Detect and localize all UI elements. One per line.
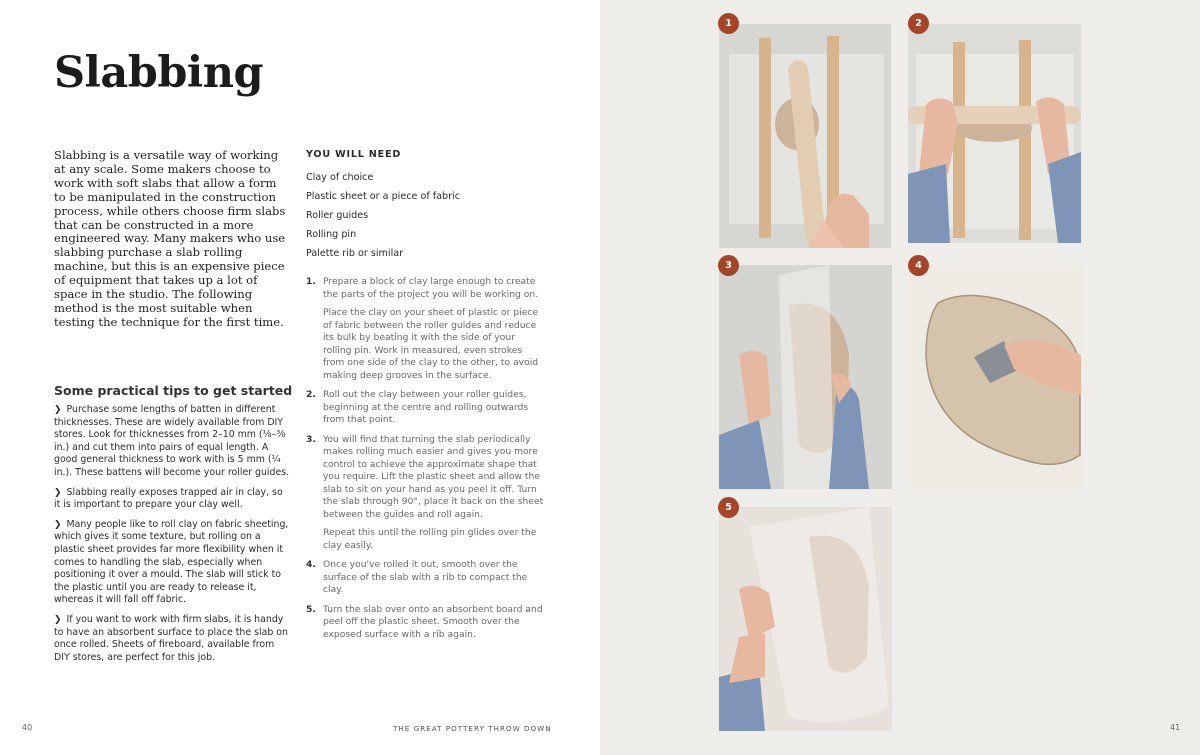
step-item — [306, 434, 544, 553]
material-item: Roller guides — [306, 210, 369, 221]
step-body — [323, 559, 544, 597]
photo-rolling-pin-between-guides-icon — [719, 24, 891, 248]
materials-list — [306, 168, 536, 263]
photo-hands-rolling-clay-icon — [908, 24, 1081, 243]
step-text: Repeat this until the rolling pin glides over the clay easily. — [323, 527, 537, 551]
step-body — [323, 276, 544, 382]
tip-item — [54, 519, 290, 607]
chevron-right-icon: ❯ — [54, 405, 62, 415]
step-number: 5. — [306, 603, 316, 615]
intro-paragraph: Slabbing is a versatile way of working at any scale. Some makers choose to work with soft slabs that allow a form to be manipulated in the construction process, while others choose firm slabs that can be constructed in a more engineered way. Many makers who use slabbing purchase a slab rolling machine, but this is an expensive piece of equipment that takes up a lot of space in the studio. The following method is the most suitable when testing the technique for the first time. — [54, 148, 286, 329]
step-number: 4. — [306, 559, 316, 570]
page-number-left: 40 — [22, 723, 33, 732]
page-number-right: 41 — [1170, 723, 1181, 732]
step-body — [323, 604, 544, 642]
step-number: 2. — [306, 389, 316, 400]
tip-text: Purchase some lengths of batten in different thicknesses. These are widely available from DIY stores. Look for thicknesses from 2–10 mm (⅛–⅜ in.) and cut them into pairs of equal length. A good general thickness to work with is 5 mm (¼ in.). These battens will become your roller guides. — [54, 404, 290, 478]
method-steps — [306, 276, 544, 648]
page-title: Slabbing — [54, 48, 264, 98]
material-item: Palette rib or similar — [306, 248, 404, 259]
right-page — [600, 0, 1200, 755]
tip-text: Many people like to roll clay on fabric sheeting, which gives it some texture, but rolling on a plastic sheet provides far more flexibility when it comes to handling the slab, especially when positioning it over a mould. The slab will stick to the plastic until you are ready to release it, whereas it will fall off fabric. — [54, 518, 289, 606]
you-will-need-heading: YOU WILL NEED — [306, 149, 402, 160]
tip-item — [54, 404, 290, 480]
running-head: THE GREAT POTTERY THROW DOWN — [393, 724, 552, 733]
step-body — [323, 434, 544, 553]
photo-peeling-plastic-sheet-icon — [719, 265, 892, 489]
tips-heading: Some practical tips to get started — [54, 383, 293, 398]
tip-item — [54, 614, 290, 664]
material-item: Plastic sheet or a piece of fabric — [306, 191, 460, 202]
step-item — [306, 604, 544, 642]
photo-step-5 — [719, 507, 892, 731]
step-item — [306, 276, 544, 382]
step-badge-1: 1 — [718, 13, 739, 34]
step-number: 3. — [306, 433, 316, 445]
step-badge-2: 2 — [908, 13, 929, 34]
step-text: Place the clay on your sheet of plastic or piece of fabric between the roller guides and reduce its bulk by beating it with the side of your rolling pin. Work in measured, even strokes from one side of the clay to the other, to avoid making deep grooves in the surface. — [323, 307, 539, 381]
step-item — [306, 389, 544, 427]
tip-item — [54, 487, 290, 512]
step-text: You will find that turning the slab periodically makes rolling much easier and gives you more control to achieve the approximate shape that you require. Lift the plastic sheet and allow the slab to sit on your hand as you peel it off. Turn the slab through 90°, place it back on the sheet between the guides and roll again. — [323, 433, 544, 520]
photo-peeling-sheet-off-slab-icon — [719, 507, 892, 731]
material-item: Clay of choice — [306, 172, 374, 183]
photo-step-1 — [719, 24, 891, 248]
photo-step-2 — [908, 24, 1081, 243]
step-text: Turn the slab over onto an absorbent board and peel off the plastic sheet. Smooth over the exposed surface with a rib again. — [323, 603, 543, 640]
tip-text: If you want to work with firm slabs, it is handy to have an absorbent surface to place the slab on once rolled. Sheets of fireboard, available from DIY stores, are perfect for this job. — [54, 613, 288, 663]
step-badge-5: 5 — [718, 497, 739, 518]
step-badge-4: 4 — [908, 255, 929, 276]
step-text: Once you've rolled it out, smooth over the surface of the slab with a rib to compact the clay. — [323, 559, 528, 595]
tips-list — [54, 404, 290, 671]
chevron-right-icon: ❯ — [54, 487, 62, 498]
step-body — [323, 389, 544, 427]
step-item — [306, 559, 544, 597]
chevron-right-icon: ❯ — [54, 614, 62, 625]
step-text: Roll out the clay between your roller guides, beginning at the centre and rolling outwards from that point. — [323, 389, 529, 425]
photo-step-4 — [908, 265, 1081, 489]
photo-step-3 — [719, 265, 892, 489]
step-text: Prepare a block of clay large enough to create the parts of the project you will be working on. — [323, 276, 539, 300]
tip-text: Slabbing really exposes trapped air in clay, so it is important to prepare your clay well. — [54, 486, 283, 511]
photo-smoothing-with-rib-icon — [908, 265, 1081, 489]
step-badge-3: 3 — [718, 255, 739, 276]
step-number: 1. — [306, 276, 316, 287]
chevron-right-icon: ❯ — [54, 519, 62, 530]
material-item: Rolling pin — [306, 229, 357, 240]
